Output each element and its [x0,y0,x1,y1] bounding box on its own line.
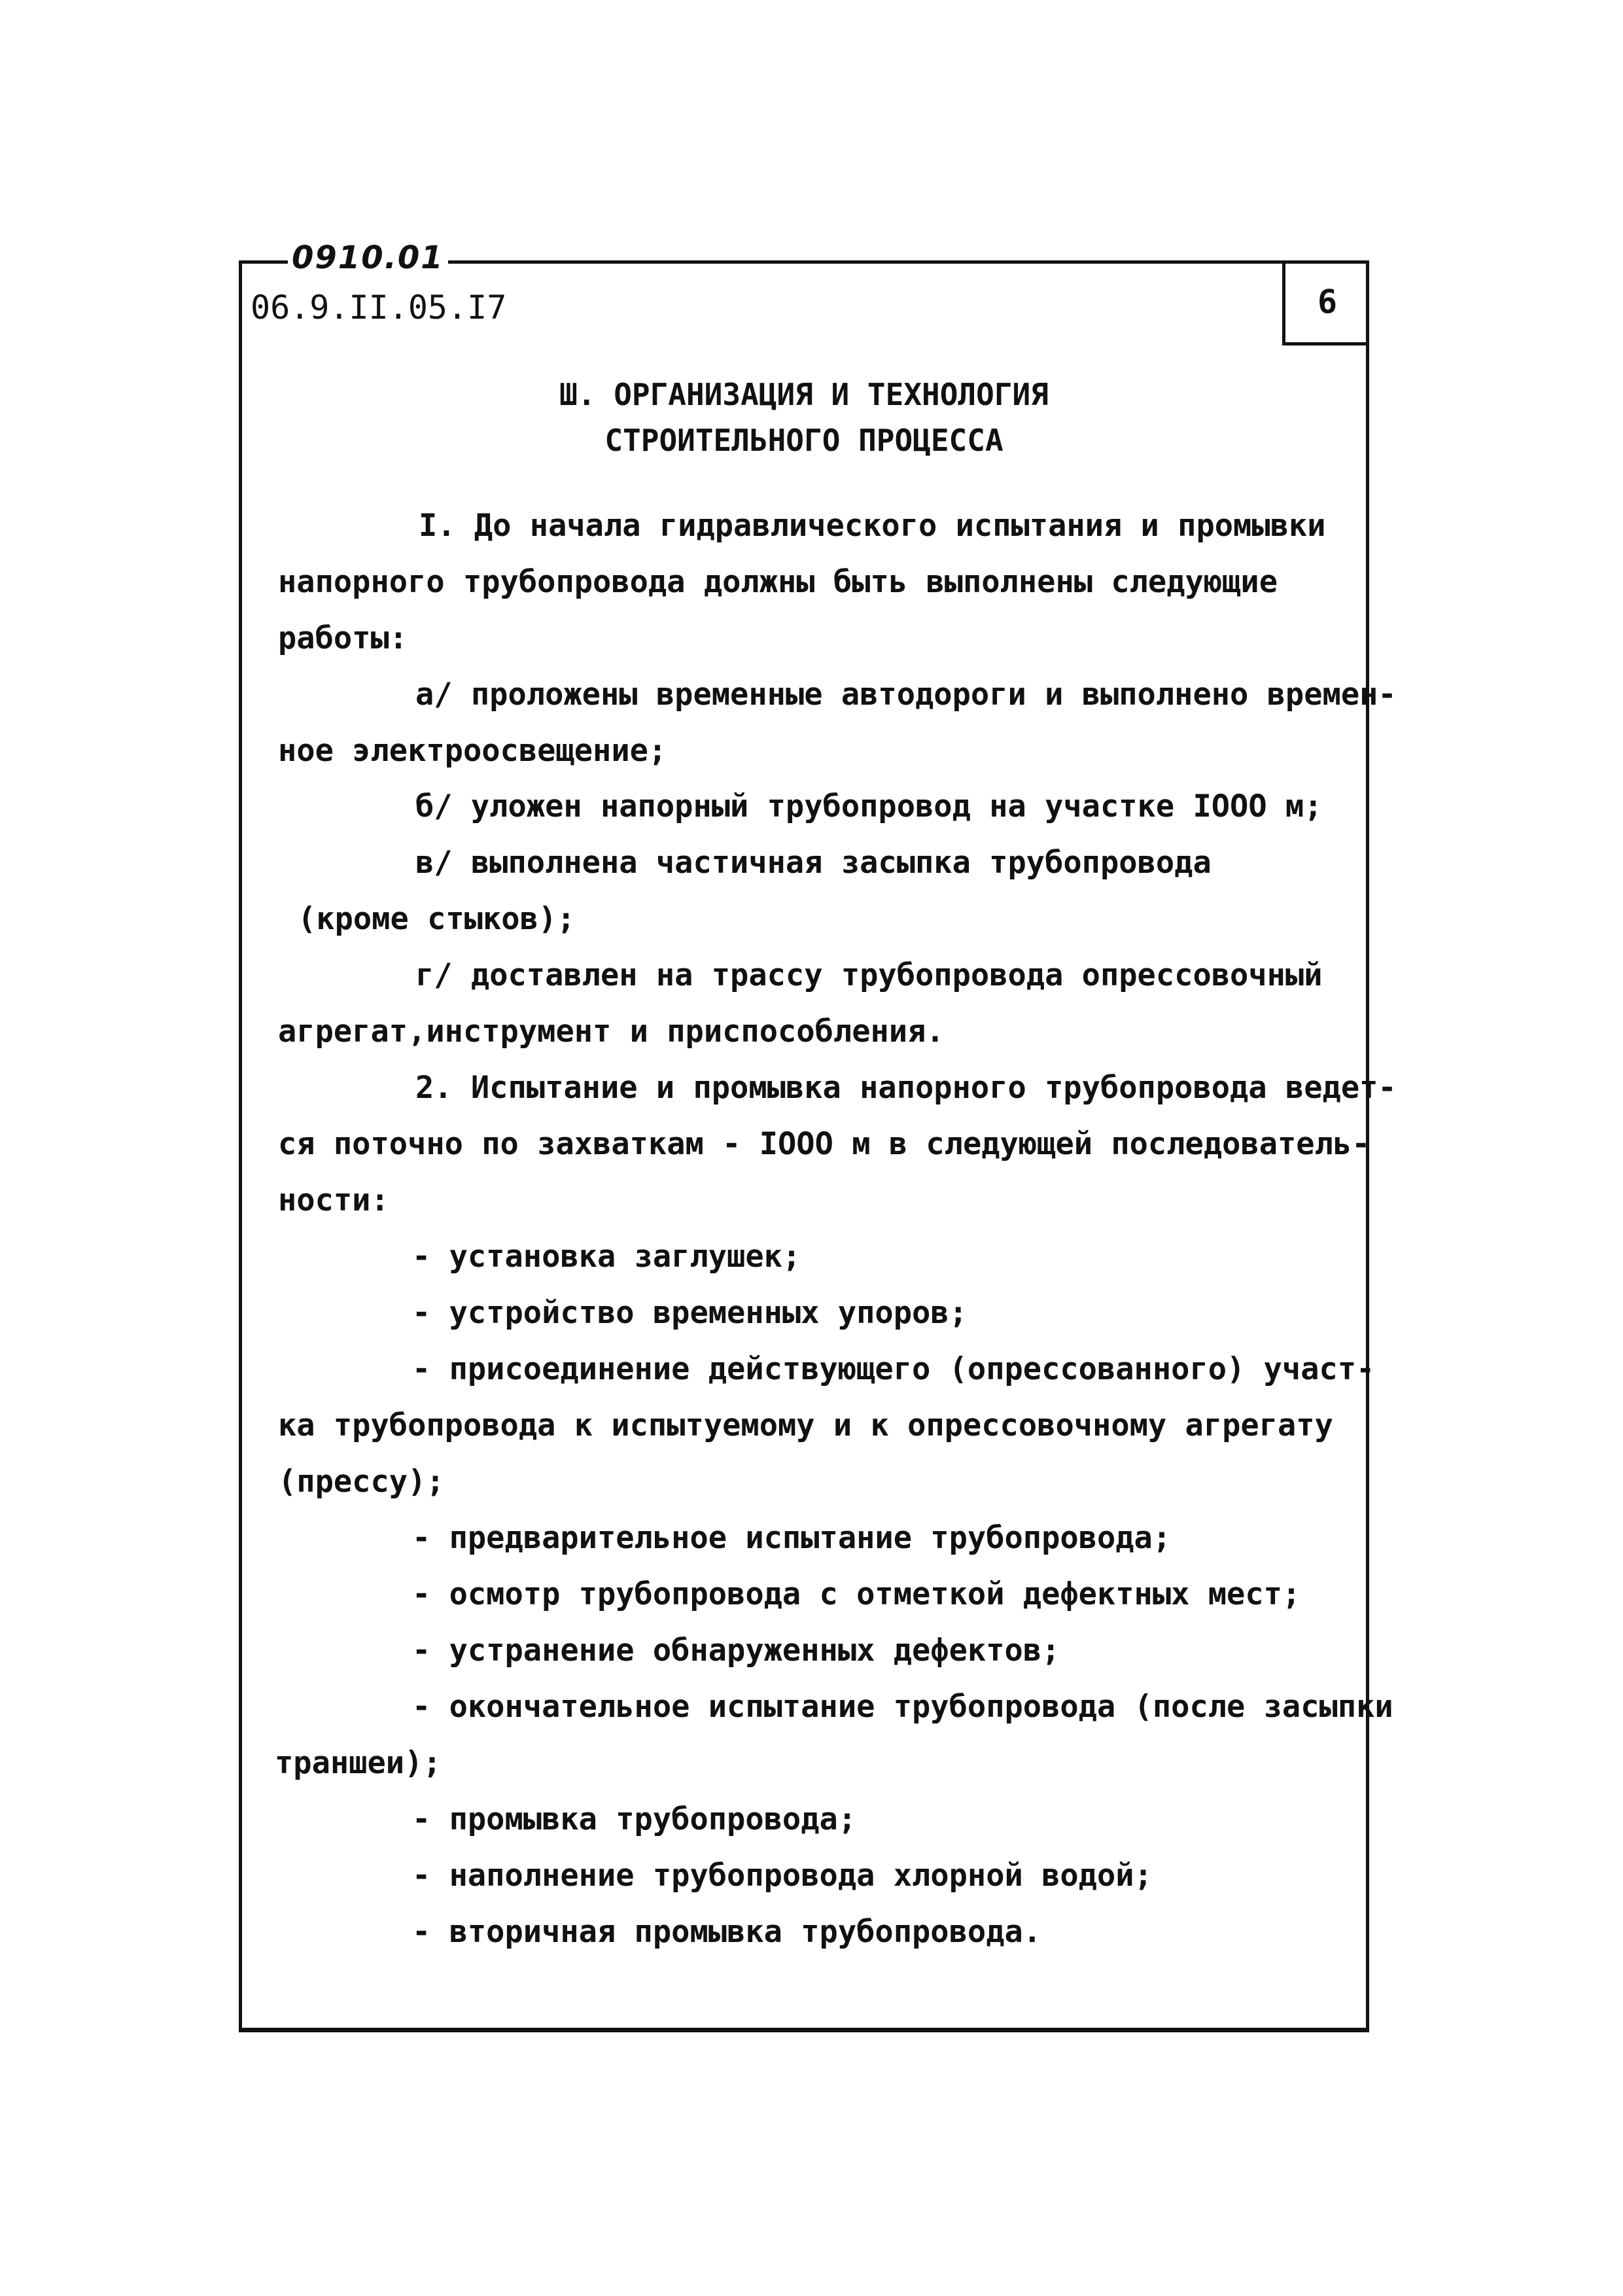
body-line: - промывка трубопровода; [412,1801,857,1837]
body-line: - устройство временных упоров; [412,1295,968,1331]
body-line: траншеи); [275,1745,442,1781]
body-line: а/ проложены временные автодороги и выполнено времен- [415,677,1397,713]
body-line: I. До начала гидравлического испытания и промывки [419,508,1326,544]
body-line: в/ выполнена частичная засыпка трубопровода [415,845,1212,881]
body-line: - установка заглушек; [412,1239,801,1275]
handwritten-code: 0910.01 [288,241,448,275]
body-line: (прессу); [278,1464,445,1500]
body-line: - вторичная промывка трубопровода. [412,1914,1042,1950]
body-line: 2. Испытание и промывка напорного трубопровода ведет- [415,1070,1397,1106]
page-number: 6 [1317,282,1338,321]
document-code: 06.9.II.05.I7 [251,289,507,327]
body-line: ка трубопровода к испытуемому и к опрессовочному агрегату [278,1407,1333,1443]
body-line: напорного трубопровода должны быть выполнены следующие [278,564,1278,600]
body-line: ности: [278,1182,389,1218]
body-line: ся поточно по захваткам - IOOO м в следующей последователь- [278,1126,1370,1162]
body-line: - осмотр трубопровода с отметкой дефектных мест; [412,1576,1301,1612]
section-title-line-1: Ш. ОРГАНИЗАЦИЯ И ТЕХНОЛОГИЯ [559,377,1049,412]
body-line: ное электроосвещение; [278,733,667,769]
body-line: (кроме стыков); [298,901,576,937]
page-number-box [1282,260,1369,345]
body-line: г/ доставлен на трассу трубопровода опрессовочный [415,957,1323,993]
body-line: - окончательное испытание трубопровода (после засыпки [412,1689,1393,1725]
body-line: б/ уложен напорный трубопровод на участке IOOO м; [415,788,1323,824]
body-line: - наполнение трубопровода хлорной водой; [412,1858,1153,1894]
body-line: агрегат,инструмент и приспособления. [278,1014,945,1050]
body-line: - присоединение действующего (опрессованного) участ- [412,1351,1375,1387]
body-line: работы: [278,620,408,656]
section-title-line-2: СТРОИТЕЛЬНОГО ПРОЦЕССА [604,423,1003,458]
body-line: - предварительное испытание трубопровода; [412,1520,1172,1556]
body-line: - устранение обнаруженных дефектов; [412,1633,1060,1669]
